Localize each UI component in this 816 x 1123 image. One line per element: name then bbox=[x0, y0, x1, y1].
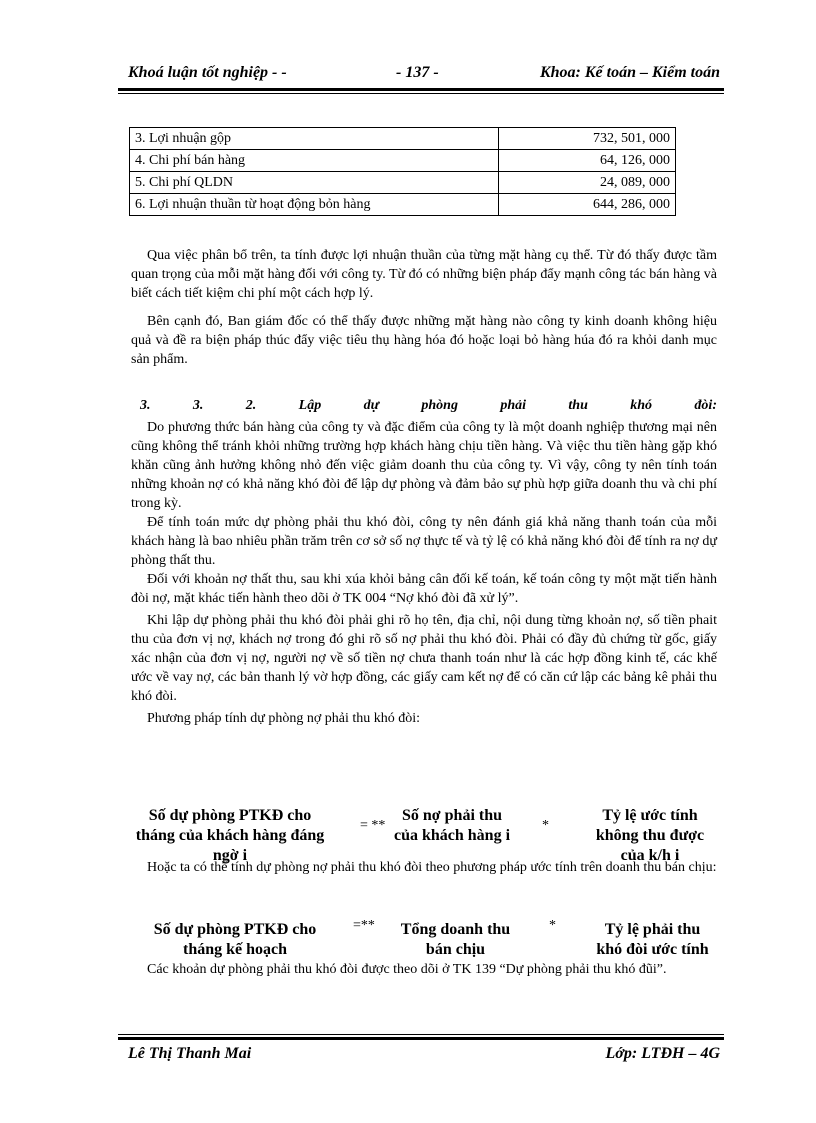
formula-2-term-2: Tổng doanh thu bán chịu bbox=[400, 921, 511, 958]
formula-2-term-1: Số dự phòng PTKĐ cho tháng kế hoạch bbox=[153, 921, 317, 958]
header-faculty: Khoa: Kế toán – Kiểm toán bbox=[539, 64, 720, 81]
paragraph: Do phương thức bán hàng của công ty và đặc điểm của công ty là một doanh nghiệp thương mại nên cũng không thể tránh khỏi những trường hợp khách hàng chịu tiền hàng. Và việc thu tiền hàng gặp khó khăn cũng ảnh hưởng không nhỏ đến việc giảm doanh thu của công ty. Vì vậy, công ty nên tính toán những khoản nợ có khả năng khó đòi để lập dự phòng và đảm bảo sự phù hợp giữa doanh thu và chi phí trong kỳ. bbox=[131, 420, 717, 511]
page-footer bbox=[128, 1045, 720, 1067]
paragraph: Các khoản dự phòng phải thu khó đòi được theo dõi ở TK 139 “Dự phòng phải thu khó đũi”. bbox=[147, 962, 667, 977]
paragraph: Bên cạnh đó, Ban giám đốc có thể thấy được những mặt hàng nào công ty kinh doanh không hiệu quả và đề ra biện pháp thúc đẩy việc tiêu thụ hàng hóa đó hoặc loại bỏ hàng húa đó ra khỏi danh mục sản phẩm. bbox=[131, 314, 717, 367]
body-text-block-4 bbox=[131, 960, 717, 979]
header-rule-thin bbox=[118, 93, 724, 94]
formula-2-operator-multiply: * bbox=[549, 918, 556, 933]
paragraph: Hoặc ta có thể tính dự phòng nợ phải thu khó đòi theo phương pháp ước tính trên doanh thu bán chịu: bbox=[147, 860, 717, 875]
footer-class: Lớp: LTĐH – 4G bbox=[605, 1045, 720, 1062]
footer-rule-thick bbox=[118, 1037, 724, 1040]
table-cell-value: 644, 286, 000 bbox=[499, 194, 676, 216]
body-text-block-1 bbox=[131, 246, 717, 369]
paragraph: Để tính toán mức dự phòng phải thu khó đòi, công ty nên đánh giá khả năng thanh toán của mỗi khách hàng là bao nhiêu phần trăm trên cơ sở số nợ thực tế và tỷ lệ có khả năng khó đòi để tính ra nợ dự phòng thất thu. bbox=[131, 515, 717, 568]
footer-author: Lê Thị Thanh Mai bbox=[128, 1045, 252, 1062]
table-cell-value: 64, 126, 000 bbox=[499, 150, 676, 172]
table-cell-label: 3. Lợi nhuận gộp bbox=[130, 128, 499, 150]
table-row bbox=[130, 172, 676, 194]
header-page-number: - 137 - bbox=[396, 64, 439, 81]
table-cell-value: 24, 089, 000 bbox=[499, 172, 676, 194]
table-cell-label: 6. Lợi nhuận thuần từ hoạt động bỏn hàng bbox=[130, 194, 499, 216]
paragraph: Khi lập dự phòng phải thu khó đòi phải ghi rõ họ tên, địa chỉ, nội dung từng khoản nợ, số tiền phait thu của đơn vị nợ, khách nợ trong đó ghi rõ số nợ phải thu khó đòi. Phải có đầy đủ chứng từ gốc, giấy xác nhận của đơn vị nợ, người nợ về số tiền nợ chưa thanh toán như là các hợp đồng kinh tế, các khế ước về vay nợ, các bản thanh lý vờ hợp đồng, các giấy cam kết nợ để có căn cứ lập các bảng kê phải thu khó đòi. bbox=[131, 613, 717, 704]
table-cell-value: 732, 501, 000 bbox=[499, 128, 676, 150]
profit-table bbox=[129, 127, 676, 216]
formula-2-operator-equals: =** bbox=[353, 918, 375, 933]
paragraph: Qua việc phân bổ trên, ta tính được lợi nhuận thuần của từng mặt hàng cụ thể. Từ đó thấy được tầm quan trọng của mỗi mặt hàng đối với công ty. Từ đó có những biện pháp đẩy mạnh công tác bán hàng và biết cách tiết kiệm chi phí một cách hợp lý. bbox=[131, 248, 717, 301]
formula-1-operator-equals: = ** bbox=[360, 818, 386, 833]
header-rule-thick bbox=[118, 88, 724, 91]
paragraph: Phương pháp tính dự phòng nợ phải thu khó đòi: bbox=[147, 711, 421, 726]
paragraph: Đối với khoản nợ thất thu, sau khi xúa khỏi bảng cân đối kế toán, kế toán công ty một mặt tiến hành đòi nợ, mặt khác tiến hành theo dõi ở TK 004 “Nợ khó đòi đã xử lý”. bbox=[131, 572, 717, 606]
formula-1-term-1: Số dự phòng PTKĐ cho tháng của khách hàng đáng ngờ i bbox=[135, 807, 325, 864]
formula-1-term-3: Tỷ lệ ước tính không thu được của k/h i bbox=[595, 807, 705, 864]
footer-rule-thin bbox=[118, 1034, 724, 1035]
table-row bbox=[130, 150, 676, 172]
formula-1-term-2: Số nợ phải thu của khách hàng i bbox=[393, 807, 511, 844]
body-text-block-2 bbox=[131, 418, 717, 728]
table-row bbox=[130, 194, 676, 216]
header-thesis-title: Khoá luận tốt nghiệp - - bbox=[128, 64, 287, 81]
section-subheading: 3. 3. 2. Lập dự phòng phải thu khó đòi: bbox=[140, 398, 717, 413]
page-header bbox=[128, 64, 720, 86]
formula-1-operator-multiply: * bbox=[542, 818, 549, 833]
body-text-block-3 bbox=[131, 858, 717, 877]
table-cell-label: 5. Chi phí QLDN bbox=[130, 172, 499, 194]
table-cell-label: 4. Chi phí bán hàng bbox=[130, 150, 499, 172]
table-row bbox=[130, 128, 676, 150]
formula-2-term-3: Tỷ lệ phải thu khó đòi ước tính bbox=[596, 921, 709, 958]
